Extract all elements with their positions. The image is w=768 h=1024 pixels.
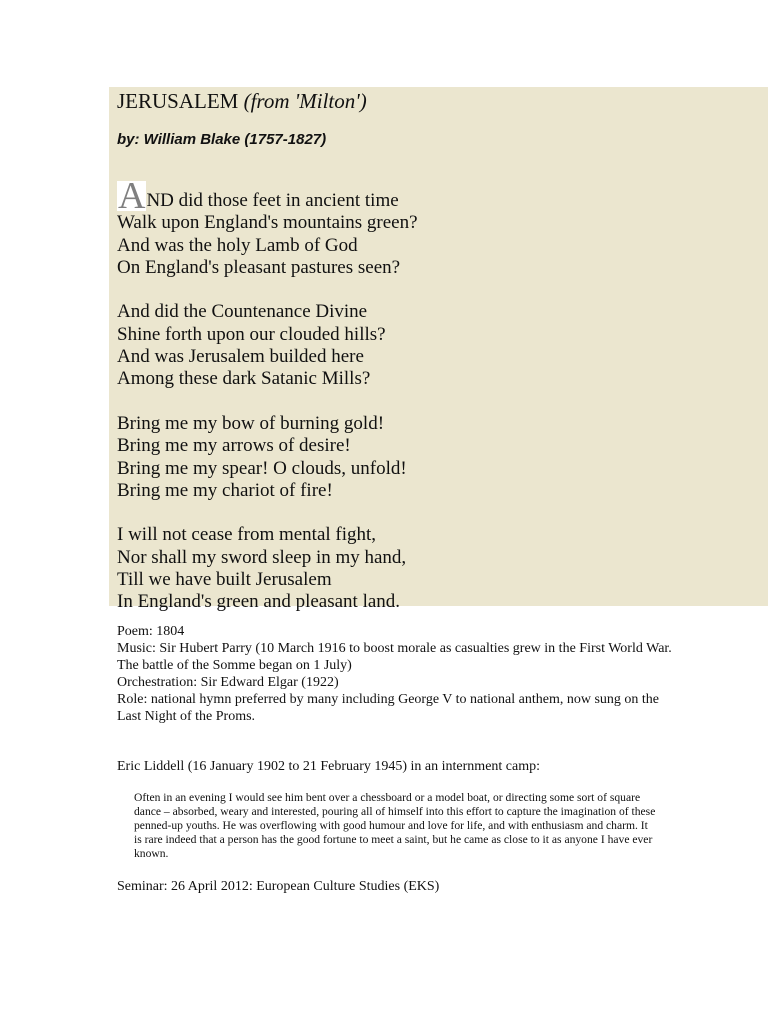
poem-line: Among these dark Satanic Mills? [117, 368, 371, 390]
author-byline: by: William Blake (1757-1827) [117, 131, 327, 148]
poem-line [117, 175, 757, 217]
poem-line: Bring me my chariot of fire! [117, 479, 333, 501]
stanza-1 [117, 175, 757, 279]
poem-line: And was Jerusalem builded here [117, 346, 364, 368]
poem-line: Till we have built Jerusalem [117, 569, 332, 591]
drop-cap: A [118, 175, 146, 217]
poem-text [117, 175, 757, 636]
stanza-2 [117, 301, 757, 390]
note-orchestration: Orchestration: Sir Edward Elgar (1922) [117, 675, 339, 690]
note-poem-date: Poem: 1804 [117, 624, 185, 639]
poem-line: Walk upon England's mountains green? [117, 212, 418, 234]
poem-line: Nor shall my sword sleep in my hand, [117, 546, 407, 568]
poem-line: In England's green and pleasant land. [117, 591, 401, 613]
liddell-intro: Eric Liddell (16 January 1902 to 21 February 1945) in an internment camp: [117, 759, 541, 774]
poem-line: Bring me my arrows of desire! [117, 435, 351, 457]
poem-line: Bring me my bow of burning gold! [117, 412, 385, 434]
title-main: JERUSALEM [117, 89, 239, 113]
poem-line: On England's pleasant pastures seen? [117, 256, 401, 278]
note-role: Role: national hymn preferred by many including George V to national anthem, now sung on the Last Night of the Proms. [117, 692, 660, 724]
page-title [117, 89, 367, 114]
seminar-line: Seminar: 26 April 2012: European Culture Studies (EKS) [117, 879, 440, 894]
stanza-3 [117, 413, 757, 502]
liddell-quote: Often in an evening I would see him bent over a chessboard or a model boat, or directing some sort of square dance – absorbed, weary and interested, pouring all of himself into this effort to capture the imagination of these penned-up youths. He was overflowing with good humour and love for life, and with enthusiasm and charm. It is rare indeed that a person has the good fortune to meet a saint, but he came as close to it as anyone I have ever known. [134, 791, 656, 861]
note-music: Music: Sir Hubert Parry (10 March 1916 to boost morale as casualties grew in the First World War. The battle of the Somme began on 1 July) [117, 641, 672, 673]
first-line-text: ND did those feet in ancient time [146, 190, 399, 211]
poem-line: I will not cease from mental fight, [117, 524, 377, 546]
poem-notes [117, 623, 677, 725]
poem-line: And did the Countenance Divine [117, 301, 368, 323]
poem-line: Bring me my spear! O clouds, unfold! [117, 457, 407, 479]
stanza-4 [117, 524, 757, 613]
poem-line: Shine forth upon our clouded hills? [117, 323, 386, 345]
poem-line: And was the holy Lamb of God [117, 234, 358, 256]
title-subtitle: (from 'Milton') [243, 89, 367, 113]
